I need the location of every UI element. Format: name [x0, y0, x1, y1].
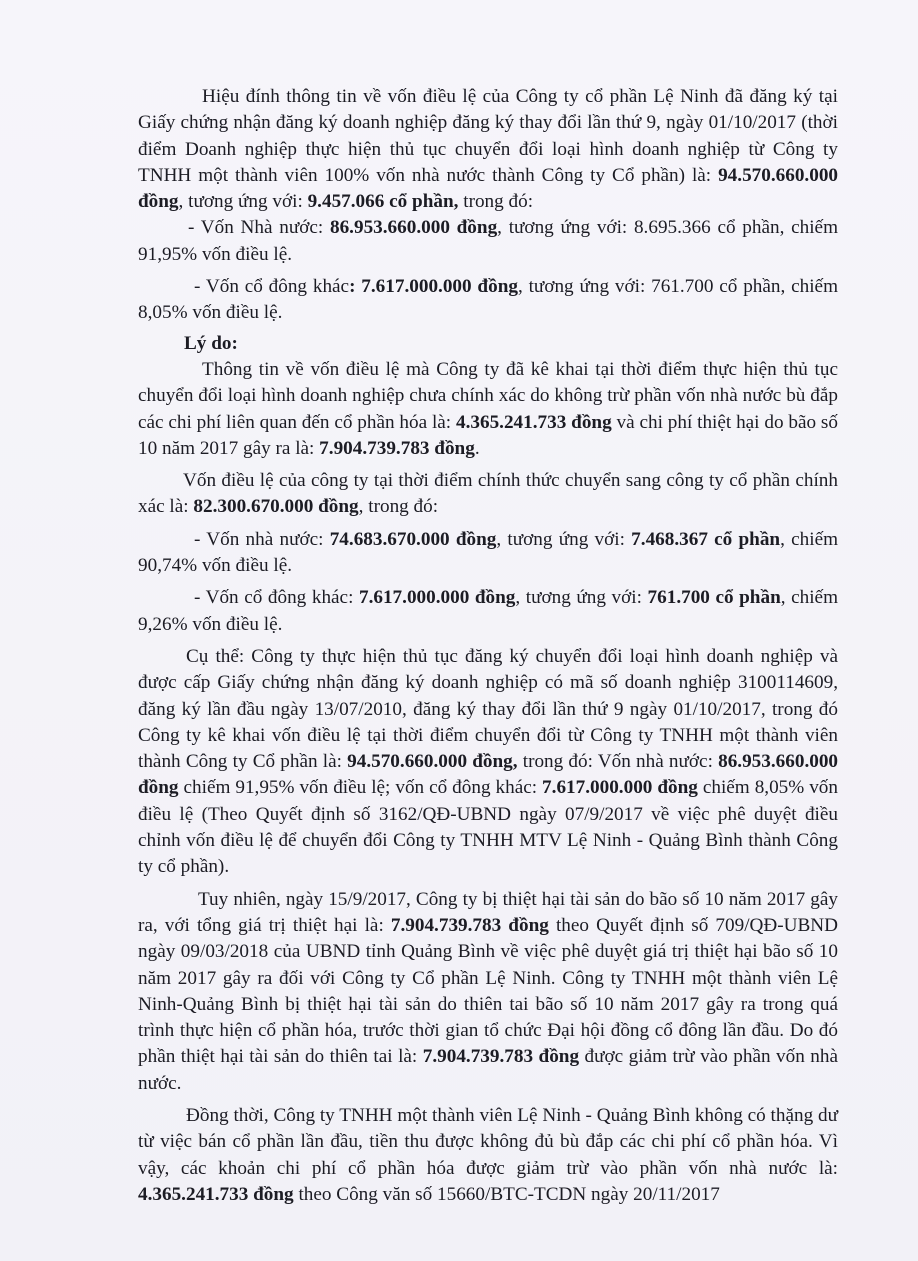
detail-text: Tuy nhiên, ngày 15/9/2017, Công ty bị thiệt hại tài sản do bão số 10 năm 2017 gây ra, với tổng giá trị thiệt hại là:	[138, 888, 838, 936]
detail-text-2: theo Quyết định số 709/QĐ-UBND ngày 09/03/2018 của UBND tỉnh Quảng Bình về việc phê duyệt giá trị thiệt hại bão số 10 năm 2017 gây ra đối với Công ty Cổ phần Lệ Ninh. Công ty TNHH một thành viên Lệ Ninh-Quảng Bình bị thiệt hại tài sản do thiên tai bão số 10 năm 2017 gây ra trong quá trình thực hiện cổ phần hóa, trước thời gian tổ chức Đại hội đồng cổ đông lần đầu. Do đó phần thiệt hại tài sản do thiên tai là:	[138, 914, 839, 1068]
correct-capital-amount: 82.300.670.000 đồng	[193, 496, 359, 518]
equitization-cost-amount: 4.365.241.733 đồng	[455, 411, 612, 433]
correct-state-amount: 74.683.670.000 đồng	[329, 528, 497, 550]
detail-text-2: trong đó: Vốn nhà nước:	[517, 751, 719, 773]
reason-text-2: , trong đó:	[358, 496, 439, 518]
reason-text: Thông tin về vốn điều lệ mà Công ty đã kê khai tại thời điểm thực hiện thủ tục chuyển đổi loại hình doanh nghiệp chưa chính xác do không trừ phần vốn nhà nước bù đắp các chi phí liên quan đến cổ phần hóa là:	[138, 358, 838, 433]
share-count: 9.457.066 cổ phần,	[307, 191, 459, 213]
correct-state-capital-item	[138, 527, 838, 580]
item-text-2: , chiếm 9,26% vốn điều lệ.	[138, 587, 838, 635]
detail-text-3: được giảm trừ vào phần vốn nhà nước.	[138, 1046, 838, 1094]
reason-text: Vốn điều lệ của công ty tại thời điểm chính thức chuyển sang công ty cổ phần chính xác là:	[138, 470, 838, 518]
detail-text: Cụ thể: Công ty thực hiện thủ tục đăng ký chuyển đổi loại hình doanh nghiệp và được cấp Giấy chứng nhận đăng ký doanh nghiệp có mã số doanh nghiệp 3100114609, đăng ký lần đầu ngày 13/07/2010, đăng ký thay đổi lần thứ 9 ngày 01/10/2017, trong đó Công ty kê khai vốn điều lệ tại thời điểm chuyển đổi từ Công ty TNHH một thành viên thành Công ty Cổ phần là:	[138, 645, 838, 773]
reason-paragraph-2	[138, 468, 838, 521]
reason-heading: Lý do:	[184, 332, 238, 354]
storm-damage-amount: 7.904.739.783 đồng	[319, 437, 475, 459]
detail-paragraph-3	[138, 1103, 838, 1208]
item-label: - Vốn cổ đông khác	[194, 276, 350, 298]
declared-capital-amount: 94.570.660.000 đồng,	[347, 751, 518, 773]
correct-state-shares: 7.468.367 cổ phần	[631, 528, 781, 550]
item-text: , tương ứng với:	[515, 587, 648, 609]
detail-text-2: theo Công văn số 15660/BTC-TCDN ngày 20/11/2017	[293, 1183, 720, 1205]
correct-other-shares: 761.700 cổ phần	[647, 587, 781, 609]
item-text: , tương ứng với: 8.695.366 cổ phần, chiếm 91,95% vốn điều lệ.	[138, 217, 838, 265]
item-text: , tương ứng với:	[496, 528, 632, 550]
document-body	[138, 84, 838, 1208]
item-label: - Vốn cổ đông khác:	[194, 587, 359, 609]
correct-other-capital-item	[138, 585, 838, 638]
charter-capital-amount: 94.570.660.000 đồng	[138, 164, 838, 213]
detail-text-4: chiếm 8,05% vốn điều lệ (Theo Quyết định số 3162/QĐ-UBND ngày 07/9/2017 về việc phê duyệt điều chỉnh vốn điều lệ để chuyển đổi Công ty TNHH MTV Lệ Ninh - Quảng Bình thành Công ty cổ phần).	[138, 777, 838, 878]
intro-text: Hiệu đính thông tin về vốn điều lệ của Công ty cổ phần Lệ Ninh đã đăng ký tại Giấy chứng nhận đăng ký doanh nghiệp đăng ký thay đổi lần thứ 9, ngày 01/10/2017 (thời điểm Doanh nghiệp thực hiện thủ tục chuyển đổi loại hình doanh nghiệp từ Công ty TNHH một thành viên 100% vốn nhà nước thành Công ty Cổ phần) là:	[138, 86, 838, 186]
correct-other-amount: 7.617.000.000 đồng	[358, 587, 516, 609]
state-capital-amount: 86.953.660.000 đồng	[329, 217, 498, 239]
other-shareholder-item	[138, 274, 838, 327]
detail-text-3: chiếm 91,95% vốn điều lệ; vốn cổ đông khác:	[178, 777, 543, 799]
cost-deducted-amount: 4.365.241.733 đồng	[138, 1183, 294, 1205]
detail-text: Đồng thời, Công ty TNHH một thành viên Lệ Ninh - Quảng Bình không có thặng dư từ việc bán cổ phần lần đầu, tiền thu được không đủ bù đắp các chi phí cổ phần hóa. Vì vậy, các khoản chi phí cổ phần hóa được giảm trừ vào phần vốn nhà nước là:	[138, 1104, 838, 1179]
damage-deducted-amount: 7.904.739.783 đồng	[422, 1046, 580, 1068]
detail-paragraph-1	[138, 644, 838, 881]
damage-total-amount: 7.904.739.783 đồng	[390, 914, 549, 936]
item-text-2: , chiếm 90,74% vốn điều lệ.	[138, 528, 839, 577]
intro-text-2: , tương ứng với:	[178, 191, 308, 213]
declared-other-amount: 7.617.000.000 đồng	[542, 777, 698, 799]
declared-state-amount: 86.953.660.000 đồng	[138, 751, 839, 799]
reason-paragraph-1	[138, 357, 838, 462]
other-capital-amount: : 7.617.000.000 đồng	[349, 276, 518, 298]
reason-text-2: và chi phí thiệt hại do bão số 10 năm 2017 gây ra là:	[138, 411, 838, 459]
item-label: - Vốn Nhà nước:	[188, 217, 330, 239]
intro-paragraph	[138, 84, 838, 215]
state-capital-item	[138, 215, 838, 268]
item-text: , tương ứng với: 761.700 cổ phần, chiếm 8,05% vốn điều lệ.	[138, 276, 839, 324]
reason-text-3: .	[474, 437, 480, 459]
item-label: - Vốn nhà nước:	[194, 528, 330, 550]
intro-text-3: trong đó:	[458, 191, 534, 213]
detail-paragraph-2	[138, 887, 838, 1097]
